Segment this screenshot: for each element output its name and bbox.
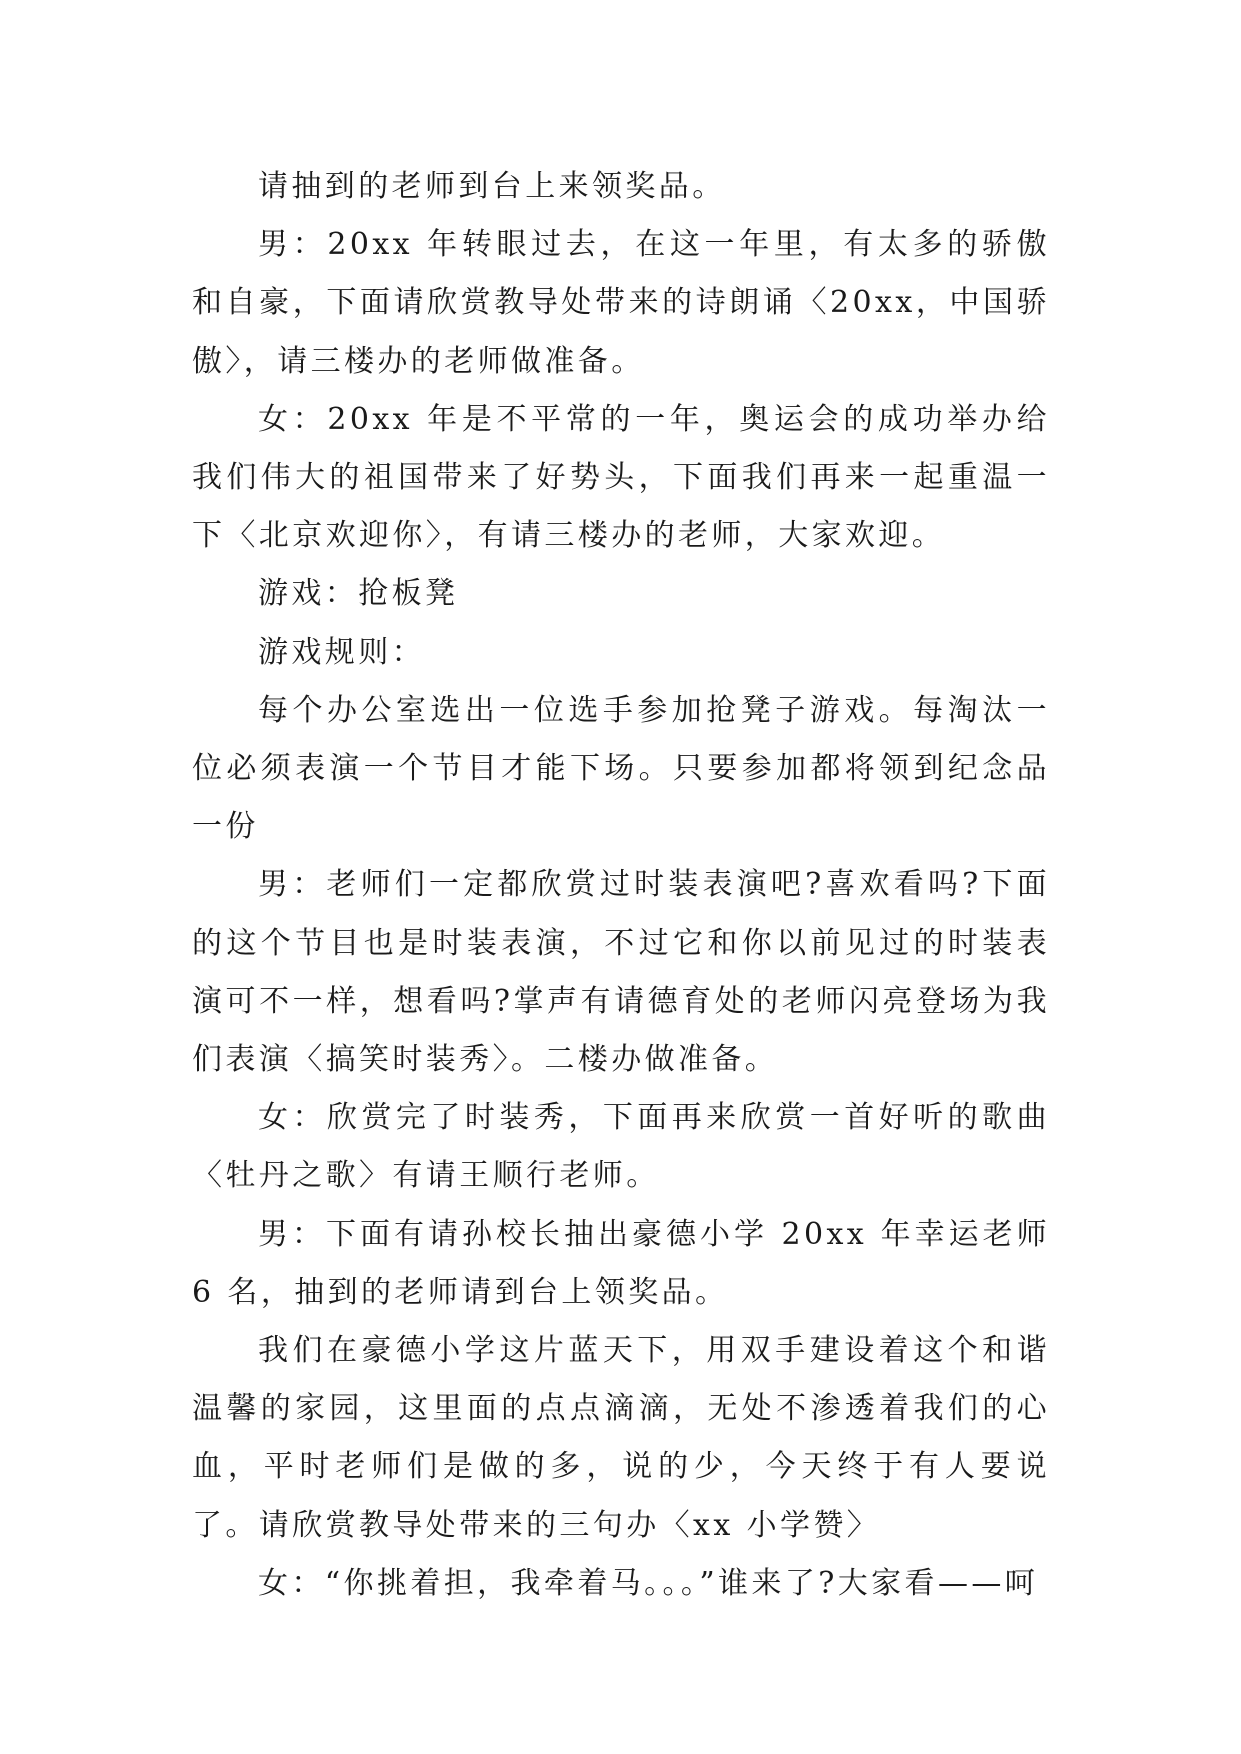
- paragraph: 男：下面有请孙校长抽出豪德小学 20xx 年幸运老师 6 名，抽到的老师请到台上领奖品。: [192, 1216, 1050, 1310]
- paragraph: 女：“你挑着担，我牵着马。。。”谁来了?大家看——呵: [258, 1565, 1039, 1601]
- paragraph: 每个办公室选出一位选手参加抢凳子游戏。每淘汰一位必须表演一个节目才能下场。只要参加都将领到纪念品一份: [192, 692, 1050, 845]
- paragraph: 请抽到的老师到台上来领奖品。: [258, 169, 726, 204]
- paragraph: 男：20xx 年转眼过去，在这一年里，有太多的骄傲和自豪，下面请欣赏教导处带来的诗朗诵〈20xx，中国骄傲〉，请三楼办的老师做准备。: [192, 227, 1050, 379]
- paragraph: 游戏规则：: [258, 634, 425, 670]
- paragraph: 游戏：抢板凳: [258, 576, 459, 612]
- paragraph: 女：欣赏完了时装秀，下面再来欣赏一首好听的歌曲〈牡丹之歌〉有请王顺行老师。: [192, 1100, 1050, 1194]
- paragraph: 女：20xx 年是不平常的一年，奥运会的成功举办给我们伟大的祖国带来了好势头，下面我们再来一起重温一下〈北京欢迎你〉，有请三楼办的老师，大家欢迎。: [192, 401, 1050, 554]
- document-body: [192, 158, 1050, 1613]
- paragraph: 男：老师们一定都欣赏过时装表演吧?喜欢看吗?下面的这个节目也是时装表演，不过它和你以前见过的时装表演可不一样，想看吗?掌声有请德育处的老师闪亮登场为我们表演〈搞笑时装秀〉。二楼办做准备。: [192, 867, 1050, 1078]
- paragraph: 我们在豪德小学这片蓝天下，用双手建设着这个和谐温馨的家园，这里面的点点滴滴，无处不渗透着我们的心血，平时老师们是做的多，说的少，今天终于有人要说了。请欣赏教导处带来的三句办〈xx 小学赞〉: [192, 1333, 1050, 1543]
